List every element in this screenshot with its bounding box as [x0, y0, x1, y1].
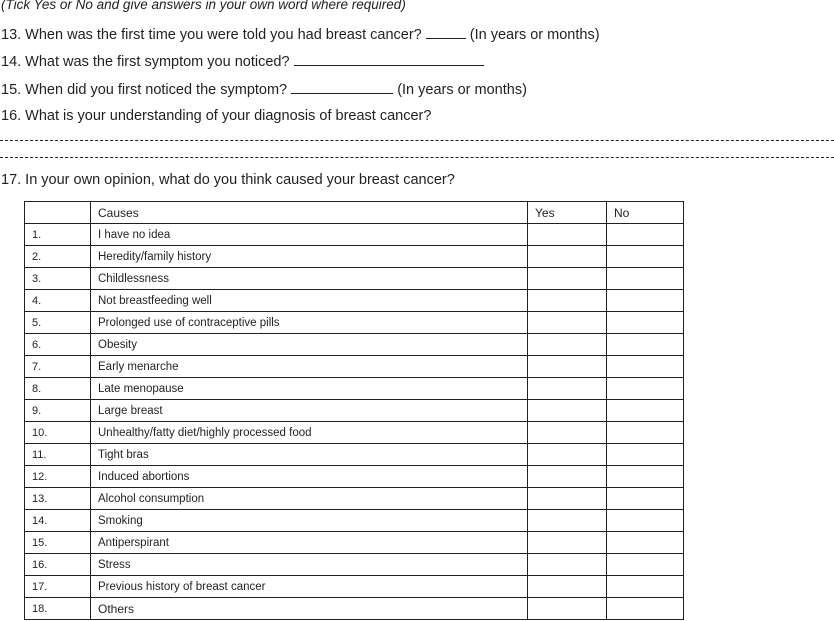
question-16	[1, 108, 431, 124]
yes-cell[interactable]	[528, 312, 607, 334]
table-row	[25, 290, 684, 312]
no-cell[interactable]	[607, 400, 684, 422]
question-14-text: 14. What was the first symptom you noticed?	[1, 54, 290, 70]
table-row	[25, 532, 684, 554]
table-row	[25, 444, 684, 466]
yes-cell[interactable]	[528, 246, 607, 268]
yes-cell[interactable]	[528, 554, 607, 576]
no-cell[interactable]	[607, 444, 684, 466]
question-15-suffix: (In years or months)	[397, 82, 527, 98]
table-row	[25, 268, 684, 290]
question-16-answer-line-1[interactable]	[0, 140, 834, 141]
row-number: 1.	[25, 224, 91, 246]
row-number: 13.	[25, 488, 91, 510]
row-number: 17.	[25, 576, 91, 598]
row-cause: Heredity/family history	[91, 246, 528, 268]
yes-cell[interactable]	[528, 378, 607, 400]
question-16-text: 16. What is your understanding of your diagnosis of breast cancer?	[1, 108, 432, 124]
question-13	[1, 26, 600, 43]
row-cause: Late menopause	[91, 378, 528, 400]
table-row	[25, 356, 684, 378]
yes-cell[interactable]	[528, 598, 607, 620]
no-cell[interactable]	[607, 268, 684, 290]
row-number: 7.	[25, 356, 91, 378]
yes-cell[interactable]	[528, 356, 607, 378]
table-row	[25, 246, 684, 268]
yes-cell[interactable]	[528, 532, 607, 554]
question-14-answer-blank[interactable]	[294, 53, 484, 66]
row-cause: Childlessness	[91, 268, 528, 290]
table-row	[25, 422, 684, 444]
yes-cell[interactable]	[528, 444, 607, 466]
row-number: 16.	[25, 554, 91, 576]
header-yes: Yes	[528, 202, 607, 224]
row-number: 8.	[25, 378, 91, 400]
row-number: 2.	[25, 246, 91, 268]
no-cell[interactable]	[607, 290, 684, 312]
row-cause: Antiperspirant	[91, 532, 528, 554]
table-row	[25, 598, 684, 620]
row-number: 5.	[25, 312, 91, 334]
table-row	[25, 488, 684, 510]
row-number: 6.	[25, 334, 91, 356]
table-row	[25, 576, 684, 598]
row-cause: Obesity	[91, 334, 528, 356]
no-cell[interactable]	[607, 576, 684, 598]
yes-cell[interactable]	[528, 576, 607, 598]
header-number	[25, 202, 91, 224]
question-15-text: 15. When did you first noticed the symptom?	[1, 82, 288, 98]
no-cell[interactable]	[607, 554, 684, 576]
question-17	[1, 172, 455, 188]
row-cause: Others	[91, 598, 528, 620]
question-14	[1, 53, 484, 70]
yes-cell[interactable]	[528, 400, 607, 422]
header-causes: Causes	[91, 202, 528, 224]
no-cell[interactable]	[607, 246, 684, 268]
yes-cell[interactable]	[528, 466, 607, 488]
yes-cell[interactable]	[528, 290, 607, 312]
row-cause: Induced abortions	[91, 466, 528, 488]
table-row	[25, 334, 684, 356]
row-number: 4.	[25, 290, 91, 312]
question-17-text: 17. In your own opinion, what do you think caused your breast cancer?	[1, 172, 455, 188]
row-number: 11.	[25, 444, 91, 466]
table-header-row	[25, 202, 684, 224]
row-cause: Smoking	[91, 510, 528, 532]
yes-cell[interactable]	[528, 334, 607, 356]
row-number: 12.	[25, 466, 91, 488]
row-cause: Early menarche	[91, 356, 528, 378]
no-cell[interactable]	[607, 598, 684, 620]
row-cause: Not breastfeeding well	[91, 290, 528, 312]
no-cell[interactable]	[607, 422, 684, 444]
table-row	[25, 510, 684, 532]
no-cell[interactable]	[607, 532, 684, 554]
no-cell[interactable]	[607, 224, 684, 246]
yes-cell[interactable]	[528, 224, 607, 246]
row-cause: Unhealthy/fatty diet/highly processed food	[91, 422, 528, 444]
row-cause: Tight bras	[91, 444, 528, 466]
question-13-suffix: (In years or months)	[469, 27, 600, 43]
yes-cell[interactable]	[528, 510, 607, 532]
question-15	[1, 81, 527, 98]
row-cause: I have no idea	[91, 224, 528, 246]
yes-cell[interactable]	[528, 488, 607, 510]
causes-table	[24, 201, 684, 620]
row-cause: Stress	[91, 554, 528, 576]
table-row	[25, 378, 684, 400]
header-no: No	[607, 202, 684, 224]
row-cause: Alcohol consumption	[91, 488, 528, 510]
no-cell[interactable]	[607, 334, 684, 356]
no-cell[interactable]	[607, 378, 684, 400]
no-cell[interactable]	[607, 510, 684, 532]
row-number: 18.	[25, 598, 91, 620]
row-number: 10.	[25, 422, 91, 444]
row-cause: Previous history of breast cancer	[91, 576, 528, 598]
question-13-text: 13. When was the first time you were told you had breast cancer?	[1, 27, 422, 43]
table-row	[25, 400, 684, 422]
yes-cell[interactable]	[528, 268, 607, 290]
row-cause: Prolonged use of contraceptive pills	[91, 312, 528, 334]
row-number: 15.	[25, 532, 91, 554]
yes-cell[interactable]	[528, 422, 607, 444]
table-row	[25, 554, 684, 576]
table-row	[25, 466, 684, 488]
no-cell[interactable]	[607, 356, 684, 378]
no-cell[interactable]	[607, 466, 684, 488]
question-13-answer-blank[interactable]	[426, 26, 466, 39]
row-cause: Large breast	[91, 400, 528, 422]
instructions-text: (Tick Yes or No and give answers in your own word where required)	[1, 0, 406, 12]
no-cell[interactable]	[607, 312, 684, 334]
row-number: 9.	[25, 400, 91, 422]
question-16-answer-line-2[interactable]	[0, 157, 834, 158]
table-row	[25, 224, 684, 246]
question-15-answer-blank[interactable]	[291, 81, 393, 94]
no-cell[interactable]	[607, 488, 684, 510]
row-number: 3.	[25, 268, 91, 290]
table-row	[25, 312, 684, 334]
row-number: 14.	[25, 510, 91, 532]
